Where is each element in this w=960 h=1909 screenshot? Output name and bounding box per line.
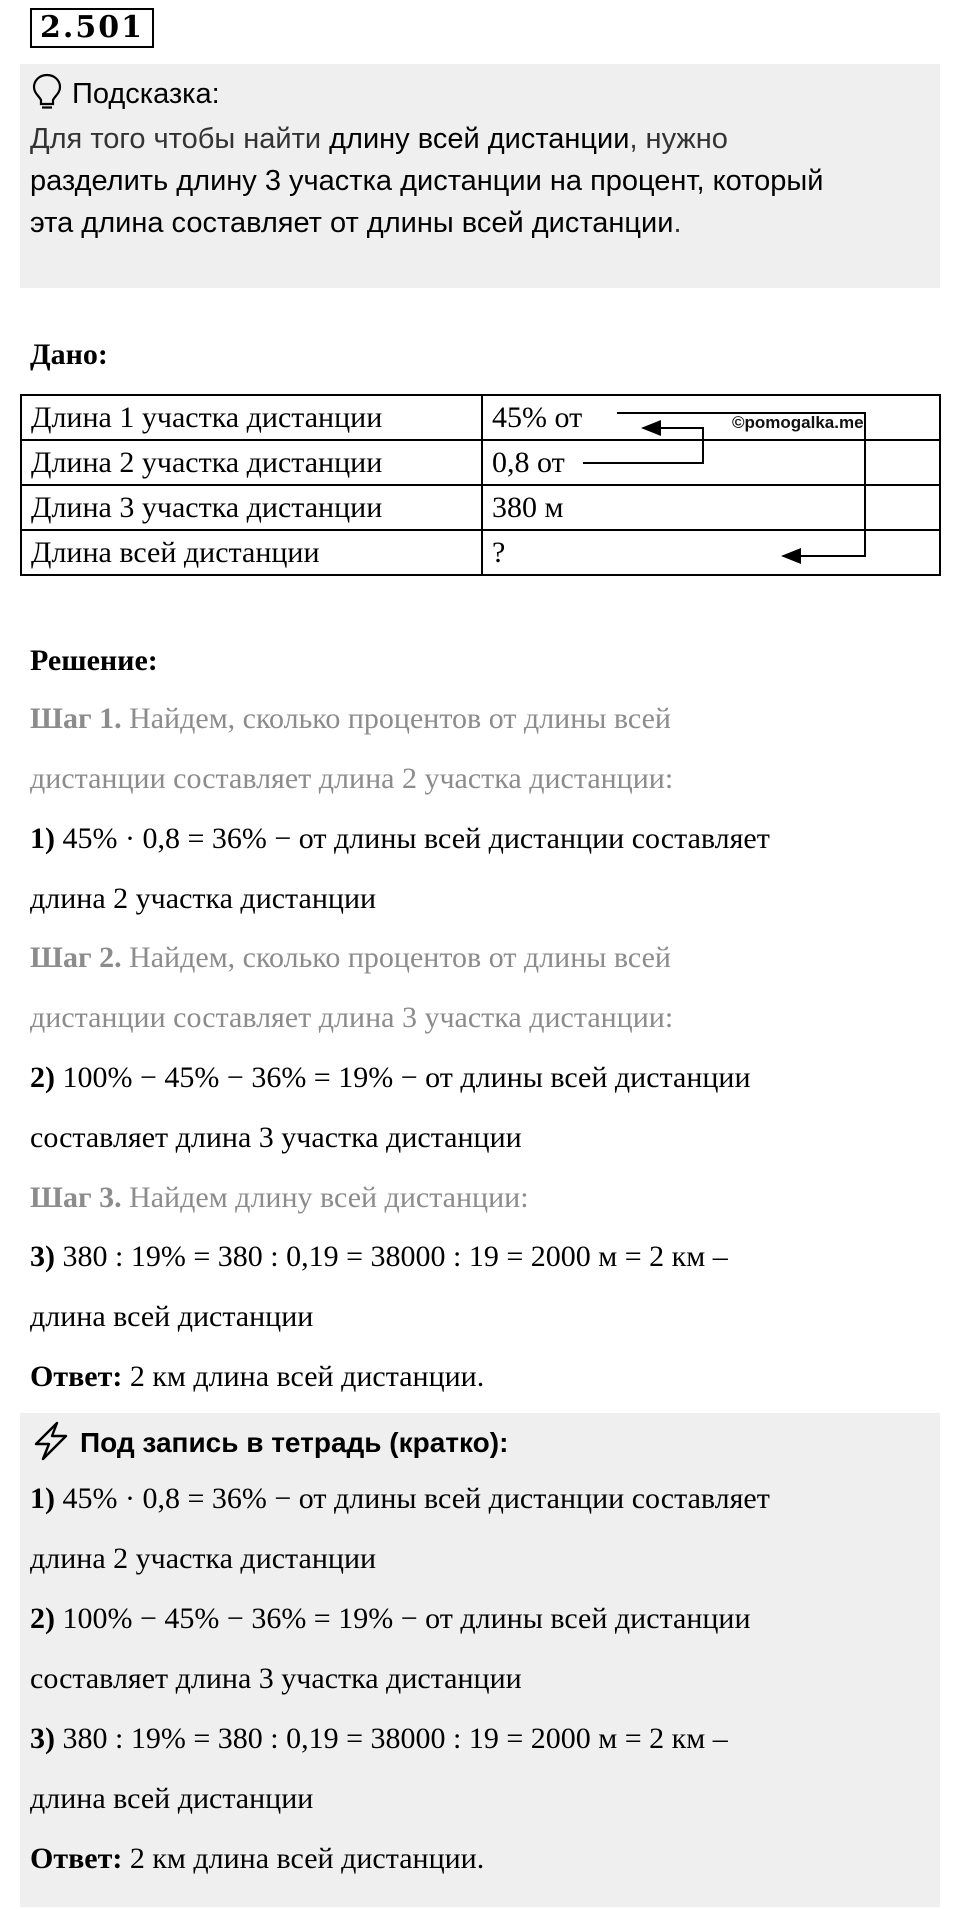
table-cell-value: 380 м	[482, 485, 940, 530]
hint-line-3-tail: .	[673, 207, 682, 239]
answer-label: Ответ:	[30, 1360, 123, 1393]
solution-label	[30, 644, 930, 678]
short-calc-1-line-2: длина 2 участка дистанции	[30, 1542, 377, 1575]
hint-line-1	[30, 118, 930, 160]
lightning-icon	[30, 1420, 72, 1467]
table-row	[21, 530, 940, 575]
step-2-line-2: дистанции составляет длина 3 участка дистанции:	[30, 1001, 674, 1034]
short-calc-2-number: 2)	[30, 1602, 55, 1635]
short-answer-label: Ответ:	[30, 1842, 123, 1875]
table-cell-value: ?	[482, 530, 940, 575]
solution-label-text: Решение:	[30, 644, 158, 677]
hint-header	[32, 74, 220, 114]
hint-title: Подсказка:	[72, 77, 220, 110]
table-cell-value: 45% от	[482, 395, 940, 440]
table-row	[21, 485, 940, 530]
short-calc-2-line-2: составляет длина 3 участка дистанции	[30, 1662, 522, 1695]
short-calc-3-number: 3)	[30, 1722, 55, 1755]
calc-2-number: 2)	[30, 1061, 55, 1094]
step-3-label: Шаг 3.	[30, 1181, 122, 1214]
table-cell-label: Длина 1 участка дистанции	[21, 395, 482, 440]
step-1-line-2: дистанции составляет длина 2 участка дистанции:	[30, 762, 674, 795]
calc-3-line-2: длина всей дистанции	[30, 1300, 314, 1333]
calc-1-line-2: длина 2 участка дистанции	[30, 882, 377, 915]
hint-text	[30, 118, 930, 244]
short-calc-3-text: 380 : 19% = 380 : 0,19 = 38000 : 19 = 2000 м = 2 км –	[55, 1722, 728, 1755]
calc-1-line-1	[30, 822, 930, 856]
calc-1-number: 1)	[30, 822, 55, 855]
hint-line-1-emphasis: длину всей дистанции	[329, 123, 630, 155]
hint-line-1-plain: Для того чтобы найти	[30, 123, 330, 155]
table-cell-value: 0,8 от	[482, 440, 940, 485]
step-2-line-1	[30, 941, 930, 975]
calc-1-text: 45% · 0,8 = 36% − от длины всей дистанции составляет	[55, 822, 770, 855]
short-calc-2-line-1	[30, 1602, 930, 1636]
calc-3-text: 380 : 19% = 380 : 0,19 = 38000 : 19 = 2000 м = 2 км –	[55, 1240, 728, 1273]
short-calc-1-text: 45% · 0,8 = 36% − от длины всей дистанции составляет	[55, 1482, 770, 1515]
short-answer-text: 2 км длина всей дистанции.	[122, 1842, 485, 1875]
answer-text: 2 км длина всей дистанции.	[122, 1360, 485, 1393]
short-answer-line	[30, 1842, 930, 1876]
step-2-text: Найдем, сколько процентов от длины всей	[121, 941, 671, 974]
short-notes-header	[30, 1421, 508, 1465]
calc-3-number: 3)	[30, 1240, 55, 1273]
calc-2-line-2: составляет длина 3 участка дистанции	[30, 1121, 522, 1154]
calc-2-text: 100% − 45% − 36% = 19% − от длины всей дистанции	[55, 1061, 751, 1094]
hint-box	[20, 64, 940, 288]
table-cell-label: Длина всей дистанции	[21, 530, 482, 575]
step-2-label: Шаг 2.	[30, 941, 122, 974]
short-notes-title: Под запись в тетрадь (кратко):	[80, 1427, 509, 1458]
step-3-text: Найдем длину всей дистанции:	[121, 1181, 529, 1214]
task-number: 2.501	[30, 8, 154, 48]
step-3-line-1	[30, 1181, 930, 1215]
short-calc-1-line-1	[30, 1482, 930, 1516]
answer-line	[30, 1360, 930, 1394]
step-1-text: Найдем, сколько процентов от длины всей	[121, 702, 671, 735]
table-cell-label: Длина 2 участка дистанции	[21, 440, 482, 485]
lightbulb-icon	[32, 73, 62, 116]
short-calc-3-line-2: длина всей дистанции	[30, 1782, 314, 1815]
step-1-line-1	[30, 702, 930, 736]
hint-line-3	[30, 202, 930, 244]
table-cell-label: Длина 3 участка дистанции	[21, 485, 482, 530]
calc-3-line-1	[30, 1240, 930, 1274]
calc-2-line-1	[30, 1061, 930, 1095]
watermark: ©pomogalka.me	[732, 413, 864, 432]
given-label: Дано:	[30, 338, 108, 371]
table-row	[21, 440, 940, 485]
hint-line-1-tail: , нужно	[629, 123, 728, 155]
short-calc-3-line-1	[30, 1722, 930, 1756]
short-calc-2-text: 100% − 45% − 36% = 19% − от длины всей дистанции	[55, 1602, 751, 1635]
hint-line-2: разделить длину 3 участка дистанции на процент, который	[30, 165, 824, 197]
short-calc-1-number: 1)	[30, 1482, 55, 1515]
hint-line-3-text: эта длина составляет от длины всей дистанции	[30, 207, 674, 239]
step-1-label: Шаг 1.	[30, 702, 122, 735]
